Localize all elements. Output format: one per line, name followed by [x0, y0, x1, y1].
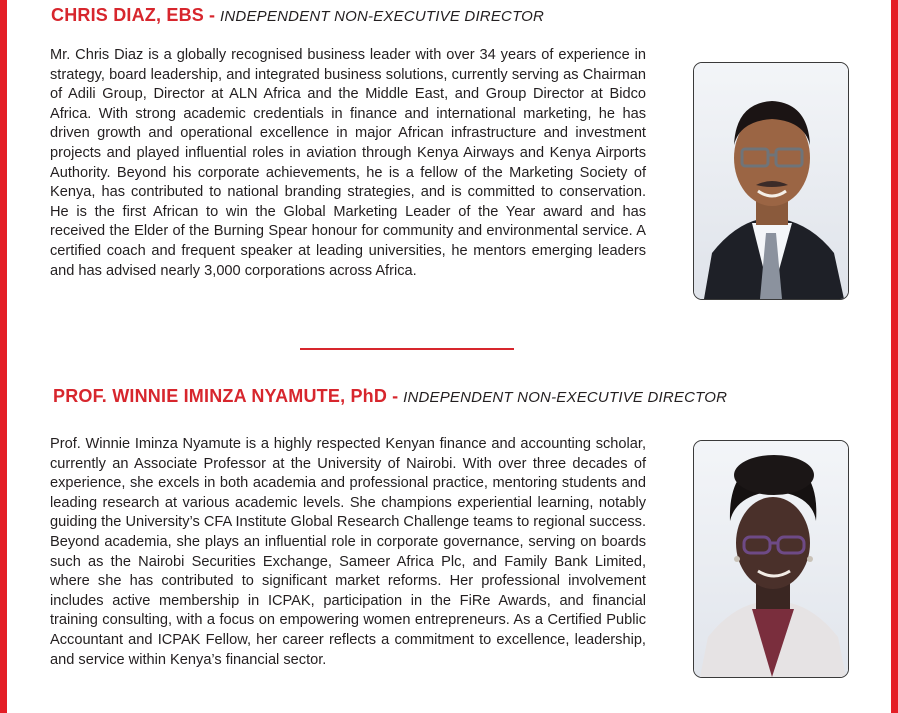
profile-name: CHRIS DIAZ, EBS — [51, 5, 205, 25]
profile-heading — [53, 386, 727, 407]
profile-role: INDEPENDENT NON-EXECUTIVE DIRECTOR — [403, 389, 728, 406]
profile-photo — [693, 62, 849, 300]
profile-bio: Mr. Chris Diaz is a globally recognised business leader with over 34 years of experience in strategy, board leadership, and integrated business solutions, currently serving as Chairman of Adili Group, Director at ALN Africa and the Middle East, and Group Director at Bidco Africa. With strong academic credentials in finance and international marketing, he has driven growth and operational excellence in major African infrastructure and investment projects and played influential roles in aviation through Kenya Airways and Kenya Airports Authority. Beyond his corporate achievements, he is a fellow of the Marketing Society of Kenya, has contributed to national branding strategies, and is committed to conservation. He is the first African to win the Global Marketing Leader of the Year award and has received the Elder of the Burning Spear honour for community and environmental service. A certified coach and frequent speaker at leading universities, he mentors emerging leaders and has advised nearly 3,000 corporations across Africa. — [50, 47, 646, 279]
profile-bio: Prof. Winnie Iminza Nyamute is a highly respected Kenyan finance and accounting scholar, currently an Associate Professor at the University of Nairobi. With over three decades of experience, she excels in both academia and professional practice, mentoring students and leading research at various academic levels. She champions experiential learning, notably guiding the University’s CFA Institute Global Research Challenge teams to regional success. Beyond academia, she plays an influential role in corporate governance, serving on boards such as the Nairobi Securities Exchange, Sameer Africa Plc, and Family Bank Limited, where she has contributed to significant market reforms. Her professional involvement includes active membership in ICPAK, participation in the FiRe Awards, and financial training consulting, with a focus on empowering women entrepreneurs. As a Certified Public Accountant and ICPAK Fellow, her career reflects a commitment to excellence, leadership, and service within Kenya’s financial sector. — [50, 436, 646, 668]
heading-separator: - — [387, 386, 404, 406]
page-border-right — [891, 0, 898, 713]
section-divider — [300, 348, 514, 350]
heading-separator: - — [204, 5, 221, 25]
page-border-left — [0, 0, 7, 713]
profile-role: INDEPENDENT NON-EXECUTIVE DIRECTOR — [220, 8, 545, 25]
profile-photo — [693, 440, 849, 678]
profile-name: PROF. WINNIE IMINZA NYAMUTE, PhD — [53, 386, 388, 406]
profile-heading — [51, 5, 544, 26]
